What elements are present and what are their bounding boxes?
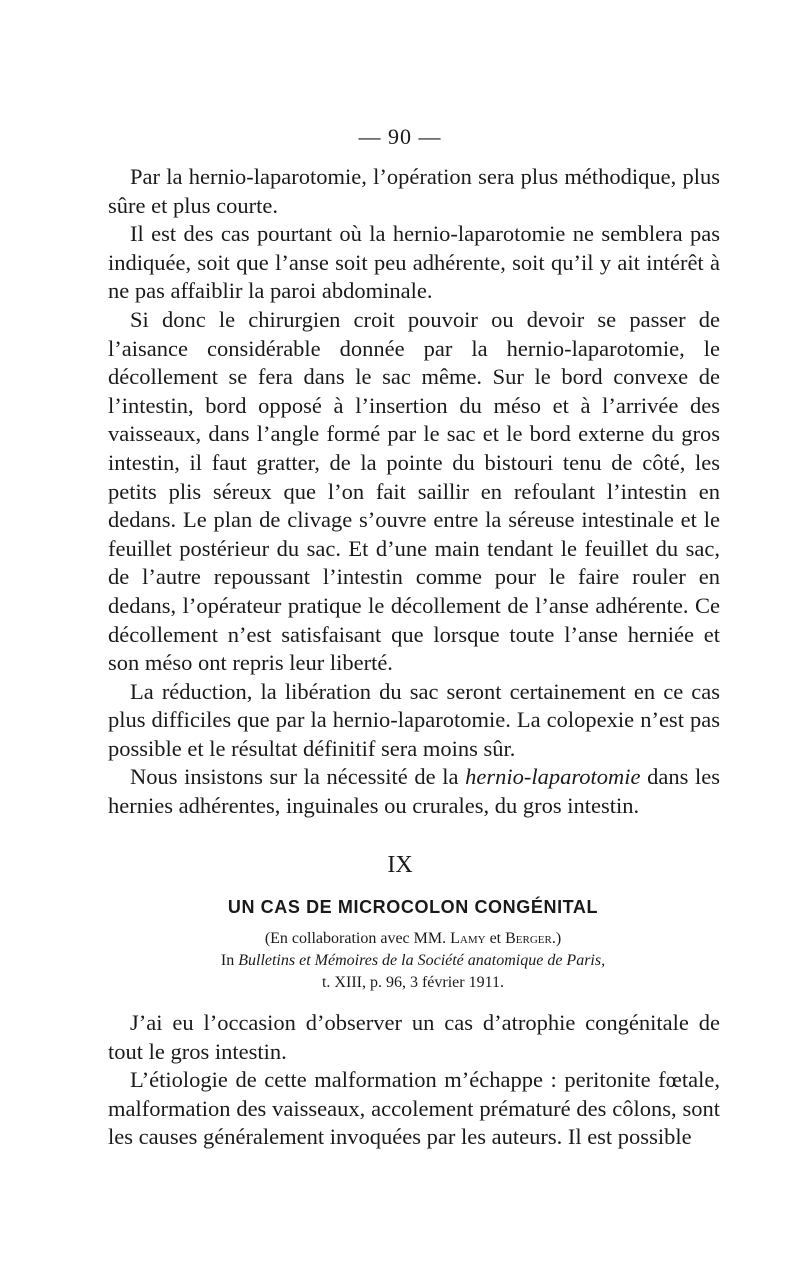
paragraph: La réduction, la libération du sac seront certainement en ce cas plus difficiles que par la hernio-laparotomie. La colopexie n’est pas possible et le résultat définitif sera moins sûr. xyxy=(108,678,720,761)
page-number: — 90 — xyxy=(358,124,442,149)
paragraph: Si donc le chirurgien croit pouvoir ou devoir se passer de l’aisance considérable donnée par la hernio-laparotomie, le décollement se fera dans le sac même. Sur le bord convexe de l’intestin, bord opposé à l’insertion du méso et à l’arrivée des vaisseaux, dans l’angle formé par le sac et le bord externe du gros intestin, il faut gratter, de la pointe du bistouri tenu de côté, les petits plis séreux que l’on fait saillir en refoulant l’intestin en dedans. Le plan de clivage s’ouvre entre la séreuse intestinale et le feuillet postérieur du sac. Et d’une main tendant le feuillet du sac, de l’autre repoussant l’intestin comme pour le faire rouler en dedans, l’opérateur pratique le décollement de l’anse adhérente. Ce décollement n’est satisfaisant que lorsque toute l’anse herniée et son méso ont repris leur liberté. xyxy=(108,306,720,676)
section-number: IX xyxy=(387,852,413,878)
body-text-bottom xyxy=(108,1009,720,1152)
author-name: Lamy xyxy=(450,930,486,947)
paragraph-text: Nous insistons sur la nécessité de la xyxy=(130,764,466,790)
citation-journal: In Bulletins et Mémoires de la Société anatomique de Paris, xyxy=(220,952,606,969)
paragraph: Il est des cas pourtant où la hernio-laparotomie ne semblera pas indiquée, soit que l’anse soit peu adhérente, soit qu’il y ait intérêt à ne pas affaiblir la paroi abdominale. xyxy=(108,221,720,304)
citation xyxy=(0,928,800,994)
author-name: Berger xyxy=(505,930,552,947)
emphasis-term: hernio-laparotomie xyxy=(465,764,641,790)
paragraph-with-emphasis xyxy=(108,763,720,820)
paragraph: L’étiologie de cette malformation m’échappe : peritonite fœtale, malformation des vaisseaux, accolement prématuré des côlons, sont les causes généralement invoquées par les auteurs. Il est possible xyxy=(108,1067,720,1150)
paragraph: Par la hernio-laparotomie, l’opération sera plus méthodique, plus sûre et plus courte. xyxy=(108,164,720,218)
section-title: UN CAS DE MICROCOLON CONGÉNITAL xyxy=(227,897,599,917)
body-text-top xyxy=(108,163,720,821)
citation-collaboration: (En collaboration avec MM. Lamy et Berger.) xyxy=(264,930,562,947)
paragraph: J’ai eu l’occasion d’observer un cas d’atrophie congénitale de tout le gros intestin. xyxy=(108,1010,720,1064)
paragraph-text: dans les hernies adhérentes, inguinales ou crurales, du gros intestin. xyxy=(108,764,720,819)
citation-details: t. XIII, p. 96, 3 février 1911. xyxy=(321,974,505,991)
journal-title: Bulletins et Mémoires de la Société anatomique de Paris, xyxy=(238,952,606,969)
